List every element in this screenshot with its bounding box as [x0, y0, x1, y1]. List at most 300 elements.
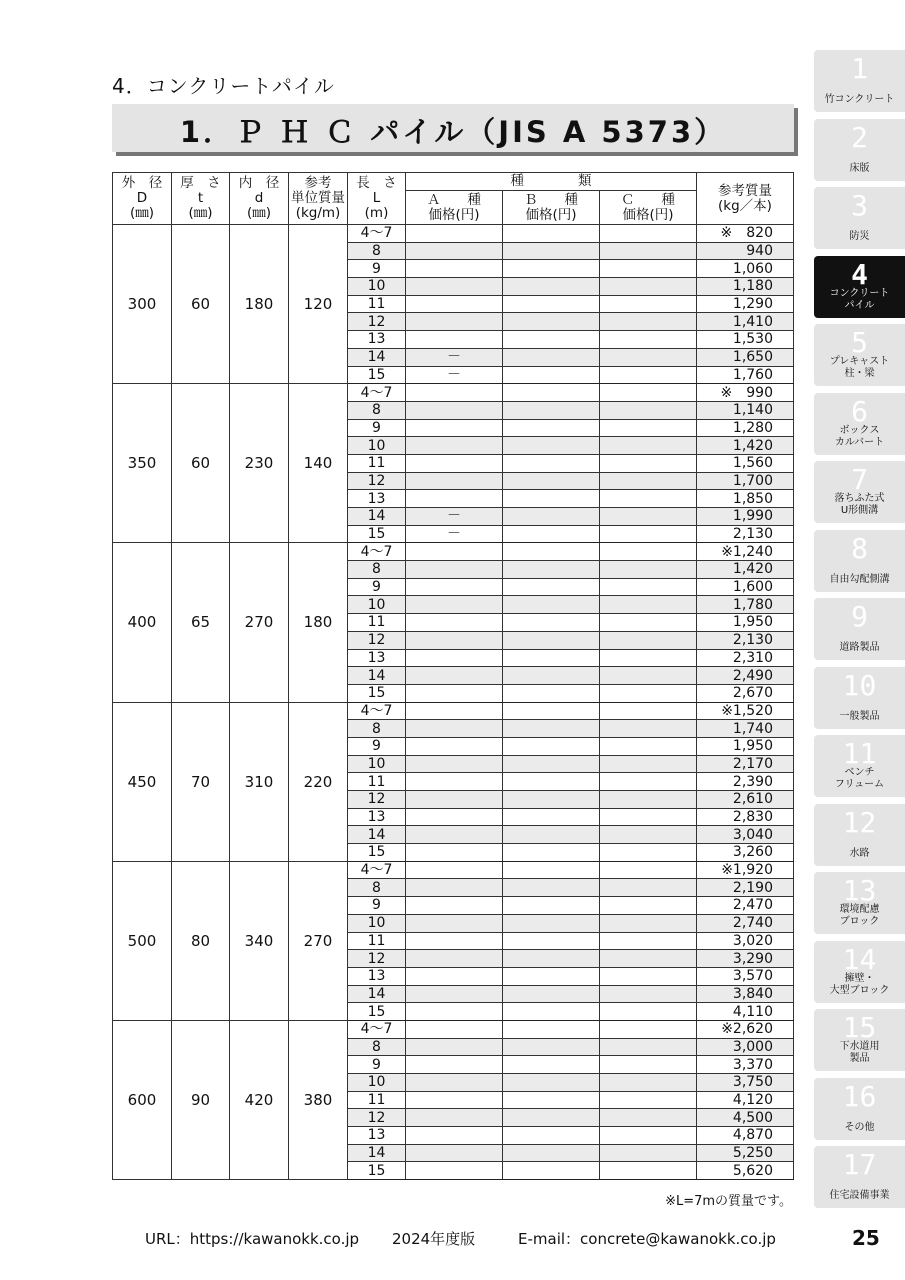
- price-c-cell: [600, 454, 697, 472]
- mass-cell: 3,260: [697, 844, 794, 862]
- price-c-cell: [600, 225, 697, 243]
- price-a-cell: [406, 667, 503, 685]
- price-a-cell: [406, 437, 503, 455]
- table-row: [113, 543, 794, 561]
- header-type-a: Ａ 種 価格(円): [406, 191, 503, 225]
- length-cell: 10: [348, 755, 406, 773]
- mass-cell: 1,420: [697, 561, 794, 579]
- price-a-cell: [406, 1091, 503, 1109]
- price-c-cell: [600, 543, 697, 561]
- price-c-cell: [600, 755, 697, 773]
- length-cell: 10: [348, 596, 406, 614]
- tab-chapter-4[interactable]: [814, 256, 905, 318]
- tab-label: 道路製品: [839, 642, 880, 653]
- price-c-cell: [600, 1091, 697, 1109]
- length-cell: 14: [348, 1144, 406, 1162]
- price-c-cell: [600, 737, 697, 755]
- thickness-cell: 65: [172, 543, 230, 702]
- price-a-cell: [406, 401, 503, 419]
- mass-cell: 1,560: [697, 454, 794, 472]
- price-c-cell: [600, 401, 697, 419]
- length-cell: 15: [348, 366, 406, 384]
- price-b-cell: [503, 295, 600, 313]
- price-b-cell: [503, 1127, 600, 1145]
- price-b-cell: [503, 596, 600, 614]
- length-cell: 15: [348, 525, 406, 543]
- price-b-cell: [503, 1003, 600, 1021]
- length-cell: 15: [348, 684, 406, 702]
- mass-cell: ※2,620: [697, 1020, 794, 1038]
- price-a-cell: [406, 278, 503, 296]
- footer-email: E-mail：concrete@kawanokk.co.jp: [518, 1230, 776, 1248]
- length-cell: 4～7: [348, 384, 406, 402]
- mass-cell: 3,020: [697, 932, 794, 950]
- tab-label: 擁壁・ 大型ブロック: [829, 972, 890, 996]
- price-a-cell: [406, 932, 503, 950]
- price-b-cell: [503, 1144, 600, 1162]
- price-c-cell: [600, 596, 697, 614]
- price-c-cell: [600, 260, 697, 278]
- length-cell: 12: [348, 472, 406, 490]
- price-c-cell: [600, 879, 697, 897]
- price-table: [112, 172, 794, 1180]
- price-b-cell: [503, 490, 600, 508]
- price-b-cell: [503, 720, 600, 738]
- price-a-cell: [406, 914, 503, 932]
- mass-cell: 2,130: [697, 631, 794, 649]
- tab-number: 15: [842, 1011, 877, 1044]
- mass-cell: 1,950: [697, 614, 794, 632]
- price-b-cell: [503, 1038, 600, 1056]
- price-b-cell: [503, 755, 600, 773]
- length-cell: 9: [348, 737, 406, 755]
- tab-chapter-8[interactable]: [814, 530, 905, 592]
- price-a-cell: [406, 844, 503, 862]
- price-c-cell: [600, 561, 697, 579]
- mass-cell: 3,040: [697, 826, 794, 844]
- price-b-cell: [503, 454, 600, 472]
- length-cell: 11: [348, 773, 406, 791]
- section-title: 4．コンクリートパイル: [112, 74, 335, 98]
- price-a-cell: [406, 950, 503, 968]
- mass-cell: 1,700: [697, 472, 794, 490]
- price-a-cell: [406, 313, 503, 331]
- price-b-cell: [503, 737, 600, 755]
- header-outer-diameter: 外 径 D (㎜): [113, 173, 172, 225]
- length-cell: 14: [348, 667, 406, 685]
- price-c-cell: [600, 614, 697, 632]
- price-b-cell: [503, 366, 600, 384]
- price-a-cell: [406, 1109, 503, 1127]
- tab-chapter-1[interactable]: [814, 50, 905, 112]
- price-c-cell: [600, 1162, 697, 1180]
- price-a-cell: [406, 295, 503, 313]
- length-cell: 9: [348, 260, 406, 278]
- outer-diameter-cell: 450: [113, 702, 172, 861]
- price-c-cell: [600, 366, 697, 384]
- unit-mass-cell: 180: [289, 543, 348, 702]
- length-cell: 9: [348, 578, 406, 596]
- price-c-cell: [600, 525, 697, 543]
- tab-number: 8: [851, 531, 868, 565]
- mass-cell: 1,180: [697, 278, 794, 296]
- inner-diameter-cell: 270: [230, 543, 289, 702]
- length-cell: 11: [348, 1091, 406, 1109]
- header-type-b: Ｂ 種 価格(円): [503, 191, 600, 225]
- mass-cell: 2,310: [697, 649, 794, 667]
- tab-number: 10: [842, 668, 877, 702]
- length-cell: 13: [348, 331, 406, 349]
- unit-mass-cell: 270: [289, 861, 348, 1020]
- length-cell: 15: [348, 1162, 406, 1180]
- price-b-cell: [503, 1109, 600, 1127]
- mass-cell: 2,170: [697, 755, 794, 773]
- tab-chapter-16[interactable]: [814, 1078, 905, 1140]
- table-row: [113, 1020, 794, 1038]
- tab-chapter-15[interactable]: [814, 1009, 905, 1071]
- length-cell: 8: [348, 879, 406, 897]
- price-b-cell: [503, 667, 600, 685]
- length-cell: 4～7: [348, 543, 406, 561]
- price-c-cell: [600, 684, 697, 702]
- inner-diameter-cell: 230: [230, 384, 289, 543]
- length-cell: 11: [348, 932, 406, 950]
- price-a-cell: [406, 1038, 503, 1056]
- price-c-cell: [600, 490, 697, 508]
- tab-number: 6: [851, 394, 868, 428]
- inner-diameter-cell: 420: [230, 1020, 289, 1179]
- mass-cell: ※1,520: [697, 702, 794, 720]
- mass-cell: 1,850: [697, 490, 794, 508]
- price-a-cell: [406, 242, 503, 260]
- price-b-cell: [503, 879, 600, 897]
- length-cell: 12: [348, 631, 406, 649]
- price-b-cell: [503, 437, 600, 455]
- price-c-cell: [600, 861, 697, 879]
- mass-cell: 2,830: [697, 808, 794, 826]
- price-c-cell: [600, 242, 697, 260]
- price-b-cell: [503, 826, 600, 844]
- price-b-cell: [503, 861, 600, 879]
- tab-number: 4: [851, 257, 868, 291]
- mass-cell: 1,760: [697, 366, 794, 384]
- price-b-cell: [503, 242, 600, 260]
- length-cell: 8: [348, 720, 406, 738]
- table-row: [113, 384, 794, 402]
- length-cell: 4～7: [348, 1020, 406, 1038]
- price-b-cell: [503, 578, 600, 596]
- price-a-cell: [406, 1074, 503, 1092]
- inner-diameter-cell: 180: [230, 225, 289, 384]
- price-a-cell: －: [406, 366, 503, 384]
- price-c-cell: [600, 773, 697, 791]
- price-a-cell: [406, 614, 503, 632]
- length-cell: 15: [348, 844, 406, 862]
- price-c-cell: [600, 808, 697, 826]
- price-b-cell: [503, 225, 600, 243]
- length-cell: 8: [348, 401, 406, 419]
- outer-diameter-cell: 350: [113, 384, 172, 543]
- length-cell: 11: [348, 614, 406, 632]
- price-c-cell: [600, 914, 697, 932]
- price-b-cell: [503, 844, 600, 862]
- outer-diameter-cell: 400: [113, 543, 172, 702]
- price-c-cell: [600, 967, 697, 985]
- mass-cell: 1,290: [697, 295, 794, 313]
- tab-chapter-5[interactable]: [814, 324, 905, 386]
- price-b-cell: [503, 950, 600, 968]
- price-b-cell: [503, 278, 600, 296]
- inner-diameter-cell: 340: [230, 861, 289, 1020]
- price-a-cell: [406, 578, 503, 596]
- price-a-cell: [406, 773, 503, 791]
- tab-label: 住宅設備事業: [829, 1190, 890, 1201]
- header-type-c: Ｃ 種 価格(円): [600, 191, 697, 225]
- price-b-cell: [503, 791, 600, 809]
- length-cell: 14: [348, 826, 406, 844]
- price-c-cell: [600, 844, 697, 862]
- tab-label: その他: [844, 1121, 875, 1133]
- price-b-cell: [503, 401, 600, 419]
- price-a-cell: [406, 472, 503, 490]
- inner-diameter-cell: 310: [230, 702, 289, 861]
- price-c-cell: [600, 631, 697, 649]
- price-b-cell: [503, 684, 600, 702]
- price-a-cell: [406, 826, 503, 844]
- tab-chapter-13[interactable]: [814, 872, 905, 934]
- mass-cell: ※ 990: [697, 384, 794, 402]
- mass-cell: 5,250: [697, 1144, 794, 1162]
- tab-label: ベンチ フリューム: [834, 767, 885, 790]
- tab-number: 2: [851, 120, 868, 154]
- length-cell: 8: [348, 242, 406, 260]
- price-c-cell: [600, 1003, 697, 1021]
- price-b-cell: [503, 472, 600, 490]
- length-cell: 14: [348, 348, 406, 366]
- mass-cell: ※1,920: [697, 861, 794, 879]
- price-c-cell: [600, 791, 697, 809]
- length-cell: 4～7: [348, 861, 406, 879]
- price-b-cell: [503, 525, 600, 543]
- mass-cell: 2,490: [697, 667, 794, 685]
- price-a-cell: [406, 631, 503, 649]
- mass-cell: 4,110: [697, 1003, 794, 1021]
- price-c-cell: [600, 950, 697, 968]
- mass-cell: 1,060: [697, 260, 794, 278]
- price-b-cell: [503, 348, 600, 366]
- mass-cell: 2,130: [697, 525, 794, 543]
- price-b-cell: [503, 1091, 600, 1109]
- price-a-cell: [406, 649, 503, 667]
- price-c-cell: [600, 384, 697, 402]
- tab-chapter-3[interactable]: [814, 187, 905, 249]
- tab-chapter-12[interactable]: [814, 804, 905, 866]
- price-a-cell: [406, 791, 503, 809]
- mass-cell: 1,140: [697, 401, 794, 419]
- tab-chapter-14[interactable]: [814, 941, 905, 1003]
- price-c-cell: [600, 897, 697, 915]
- tab-chapter-2[interactable]: [814, 119, 905, 181]
- page-number: 25: [852, 1226, 880, 1250]
- price-a-cell: [406, 596, 503, 614]
- tab-label: コンクリート パイル: [829, 287, 890, 311]
- price-b-cell: [503, 1074, 600, 1092]
- price-a-cell: [406, 1144, 503, 1162]
- price-c-cell: [600, 1038, 697, 1056]
- length-cell: 10: [348, 437, 406, 455]
- unit-mass-cell: 140: [289, 384, 348, 543]
- price-b-cell: [503, 932, 600, 950]
- length-cell: 8: [348, 1038, 406, 1056]
- unit-mass-cell: 220: [289, 702, 348, 861]
- length-cell: 13: [348, 808, 406, 826]
- mass-cell: 3,370: [697, 1056, 794, 1074]
- tab-number: 3: [851, 189, 868, 222]
- mass-cell: 2,740: [697, 914, 794, 932]
- price-a-cell: [406, 808, 503, 826]
- price-b-cell: [503, 331, 600, 349]
- tab-chapter-10[interactable]: [814, 667, 905, 729]
- length-cell: 4～7: [348, 702, 406, 720]
- thickness-cell: 90: [172, 1020, 230, 1179]
- header-inner-diameter: 内 径 d (㎜): [230, 173, 289, 225]
- price-a-cell: [406, 225, 503, 243]
- price-a-cell: [406, 1162, 503, 1180]
- price-b-cell: [503, 561, 600, 579]
- tab-label: 環境配慮 ブロック: [839, 904, 880, 927]
- price-b-cell: [503, 914, 600, 932]
- header-mass: 参考質量 (kg／本): [697, 173, 794, 225]
- length-cell: 12: [348, 791, 406, 809]
- length-cell: 13: [348, 649, 406, 667]
- price-a-cell: [406, 561, 503, 579]
- mass-cell: 2,670: [697, 684, 794, 702]
- price-a-cell: [406, 490, 503, 508]
- mass-cell: 3,750: [697, 1074, 794, 1092]
- price-a-cell: [406, 260, 503, 278]
- price-b-cell: [503, 1056, 600, 1074]
- price-c-cell: [600, 985, 697, 1003]
- length-cell: 13: [348, 1127, 406, 1145]
- mass-cell: 1,650: [697, 348, 794, 366]
- tab-chapter-7[interactable]: [814, 461, 905, 523]
- length-cell: 9: [348, 419, 406, 437]
- tab-number: 17: [842, 1148, 877, 1181]
- price-c-cell: [600, 331, 697, 349]
- price-b-cell: [503, 1162, 600, 1180]
- length-cell: 13: [348, 967, 406, 985]
- page-title: 1．Ｐ Ｈ Ｃ パイル（JIS A 5373）: [179, 115, 727, 149]
- tab-label: 下水道用 製品: [839, 1041, 880, 1064]
- price-c-cell: [600, 313, 697, 331]
- length-cell: 12: [348, 950, 406, 968]
- price-a-cell: [406, 1003, 503, 1021]
- price-a-cell: [406, 897, 503, 915]
- tab-chapter-11[interactable]: [814, 735, 905, 797]
- price-c-cell: [600, 1056, 697, 1074]
- price-c-cell: [600, 419, 697, 437]
- price-b-cell: [503, 967, 600, 985]
- tab-number: 13: [842, 874, 877, 907]
- price-b-cell: [503, 419, 600, 437]
- mass-cell: 2,610: [697, 791, 794, 809]
- tab-label: プレキャスト 柱・梁: [829, 356, 890, 379]
- header-unit-mass: 参考 単位質量 (kg/m): [289, 173, 348, 225]
- price-c-cell: [600, 1127, 697, 1145]
- tab-chapter-6[interactable]: [814, 393, 905, 455]
- price-c-cell: [600, 1074, 697, 1092]
- price-a-cell: [406, 967, 503, 985]
- tab-number: 14: [842, 942, 877, 976]
- tab-number: 7: [851, 463, 868, 496]
- tab-chapter-9[interactable]: [814, 598, 905, 660]
- length-cell: 9: [348, 897, 406, 915]
- mass-cell: 4,120: [697, 1091, 794, 1109]
- tab-label: 自由勾配側溝: [829, 573, 890, 585]
- length-cell: 10: [348, 1074, 406, 1092]
- price-b-cell: [503, 384, 600, 402]
- price-a-cell: －: [406, 508, 503, 526]
- mass-cell: 940: [697, 242, 794, 260]
- tab-label: 一般製品: [839, 710, 880, 722]
- price-b-cell: [503, 985, 600, 1003]
- mass-cell: 3,000: [697, 1038, 794, 1056]
- mass-cell: 1,780: [697, 596, 794, 614]
- tab-label: 防災: [849, 231, 870, 242]
- price-c-cell: [600, 437, 697, 455]
- tab-number: 5: [851, 326, 868, 359]
- price-a-cell: [406, 419, 503, 437]
- tab-number: 16: [842, 1079, 877, 1113]
- price-a-cell: [406, 454, 503, 472]
- mass-cell: ※1,240: [697, 543, 794, 561]
- tab-label: 竹コンクリート: [824, 94, 895, 105]
- price-c-cell: [600, 702, 697, 720]
- price-c-cell: [600, 472, 697, 490]
- price-b-cell: [503, 1020, 600, 1038]
- unit-mass-cell: 120: [289, 225, 348, 384]
- mass-cell: 2,470: [697, 897, 794, 915]
- price-a-cell: [406, 1056, 503, 1074]
- price-a-cell: [406, 755, 503, 773]
- price-b-cell: [503, 614, 600, 632]
- price-a-cell: [406, 861, 503, 879]
- length-cell: 8: [348, 561, 406, 579]
- length-cell: 14: [348, 985, 406, 1003]
- mass-cell: 4,870: [697, 1127, 794, 1145]
- mass-cell: 1,950: [697, 737, 794, 755]
- table-row: [113, 702, 794, 720]
- price-a-cell: [406, 702, 503, 720]
- outer-diameter-cell: 500: [113, 861, 172, 1020]
- price-c-cell: [600, 1020, 697, 1038]
- footer-url: URL：https://kawanokk.co.jp: [145, 1230, 360, 1248]
- mass-cell: 3,290: [697, 950, 794, 968]
- length-cell: 10: [348, 914, 406, 932]
- price-b-cell: [503, 508, 600, 526]
- price-b-cell: [503, 808, 600, 826]
- price-c-cell: [600, 348, 697, 366]
- tab-chapter-17[interactable]: [814, 1146, 905, 1208]
- length-cell: 13: [348, 490, 406, 508]
- price-c-cell: [600, 508, 697, 526]
- outer-diameter-cell: 600: [113, 1020, 172, 1179]
- mass-cell: 3,840: [697, 985, 794, 1003]
- price-a-cell: [406, 384, 503, 402]
- price-c-cell: [600, 826, 697, 844]
- price-c-cell: [600, 667, 697, 685]
- price-a-cell: －: [406, 525, 503, 543]
